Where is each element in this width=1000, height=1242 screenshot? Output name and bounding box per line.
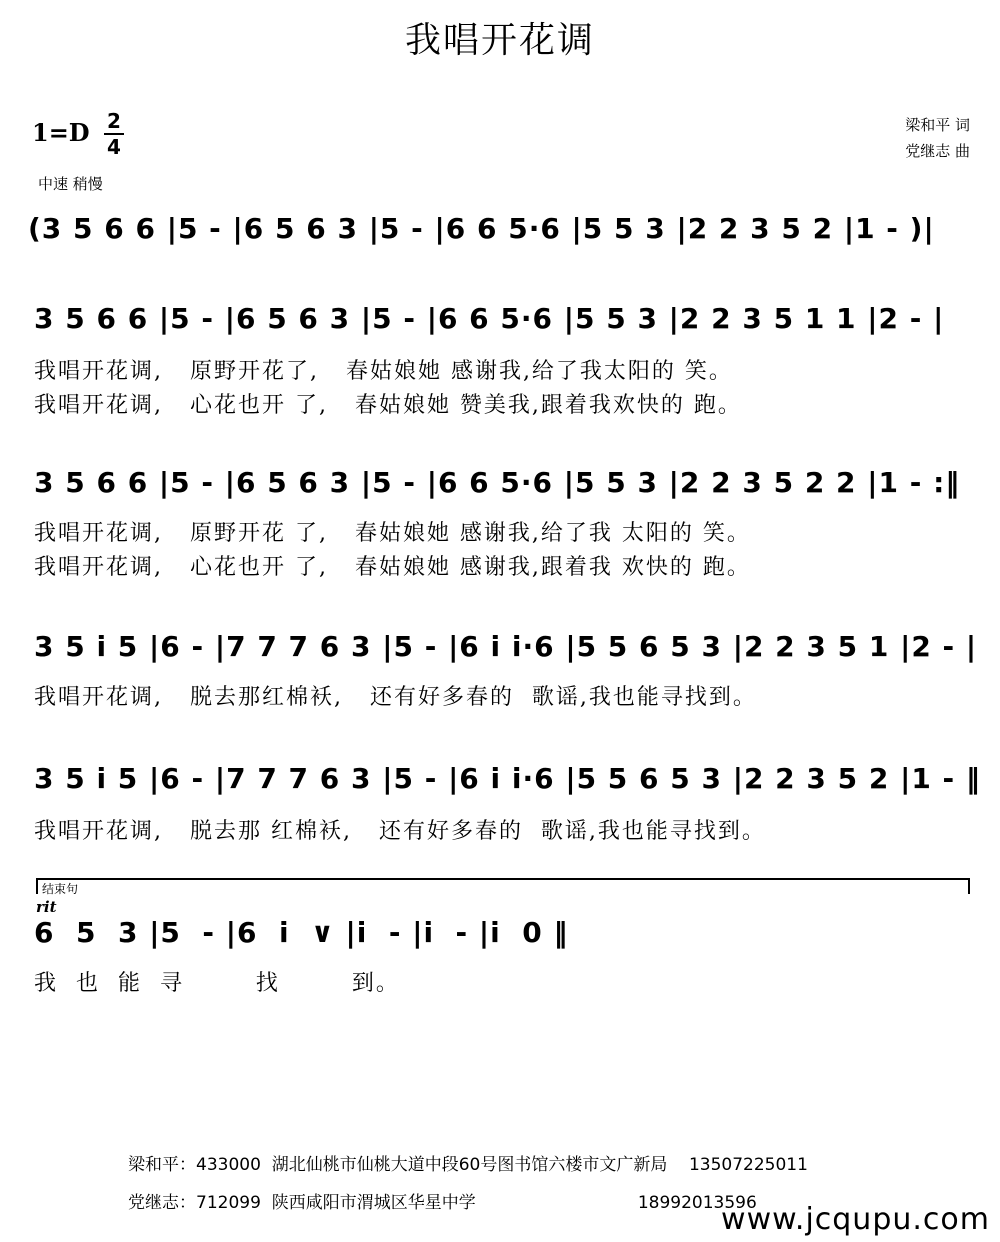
lyricist-credit: 梁和平 词 bbox=[905, 116, 970, 134]
system2-notes: 3 5 6 6 |5 - |6 5 6 3 |5 - |6 6 5·6 |5 5 3 |2 2 3 5 2 2 |1 - :‖ bbox=[34, 466, 961, 499]
ending-notes: 6 5 3 |5 - |6 i ∨ |i - |i - |i 0 ‖ bbox=[34, 916, 569, 949]
time-signature-bottom: 4 bbox=[107, 135, 121, 159]
system1-lyric1: 我唱开花调, 原野开花了, 春姑娘她 感谢我,给了我太阳的 笑。 bbox=[34, 359, 733, 384]
time-signature-top: 2 bbox=[107, 109, 121, 133]
composer-credit: 党继志 曲 bbox=[905, 142, 970, 160]
system2-lyric2: 我唱开花调, 心花也开 了, 春姑娘她 感谢我,跟着我 欢快的 跑。 bbox=[34, 555, 751, 580]
system1-lyric2: 我唱开花调, 心花也开 了, 春姑娘她 赞美我,跟着我欢快的 跑。 bbox=[34, 393, 742, 418]
intro-notes: (3 5 6 6 |5 - |6 5 6 3 |5 - |6 6 5·6 |5 5 3 |2 2 3 5 2 |1 - )| bbox=[28, 212, 935, 245]
watermark: www.jcqupu.com bbox=[721, 1202, 990, 1237]
ending-lyric: 我 也 能 寻 找 到。 bbox=[34, 971, 400, 996]
ending-bracket bbox=[36, 878, 970, 894]
system1-notes: 3 5 6 6 |5 - |6 5 6 3 |5 - |6 6 5·6 |5 5 3 |2 2 3 5 1 1 |2 - | bbox=[34, 302, 945, 335]
system4-lyric1: 我唱开花调, 脱去那 红棉袄, 还有好多春的 歌谣,我也能寻找到。 bbox=[34, 819, 766, 844]
tempo-marking: 中速 稍慢 bbox=[38, 175, 103, 193]
footer-lyricist-contact: 梁和平：433000 湖北仙桃市仙桃大道中段60号图书馆六楼市文广新局 13507225011 bbox=[128, 1155, 808, 1175]
system3-lyric1: 我唱开花调, 脱去那红棉袄, 还有好多春的 歌谣,我也能寻找到。 bbox=[34, 685, 757, 710]
time-signature bbox=[104, 110, 124, 158]
ritardando-mark: rit bbox=[36, 898, 57, 916]
system3-notes: 3 5 i 5 |6 - |7 7 7 6 3 |5 - |6 i i·6 |5 5 6 5 3 |2 2 3 5 1 |2 - | bbox=[34, 630, 978, 663]
song-title: 我唱开花调 bbox=[404, 20, 595, 61]
ending-label: 结束句 bbox=[42, 882, 79, 896]
key-signature: 1=D bbox=[32, 118, 90, 147]
footer-composer-contact: 党继志：712099 陕西咸阳市渭城区华星中学 18992013596 bbox=[128, 1193, 757, 1213]
system4-notes: 3 5 i 5 |6 - |7 7 7 6 3 |5 - |6 i i·6 |5 5 6 5 3 |2 2 3 5 2 |1 - ‖ bbox=[34, 762, 981, 795]
system2-lyric1: 我唱开花调, 原野开花 了, 春姑娘她 感谢我,给了我 太阳的 笑。 bbox=[34, 521, 751, 546]
